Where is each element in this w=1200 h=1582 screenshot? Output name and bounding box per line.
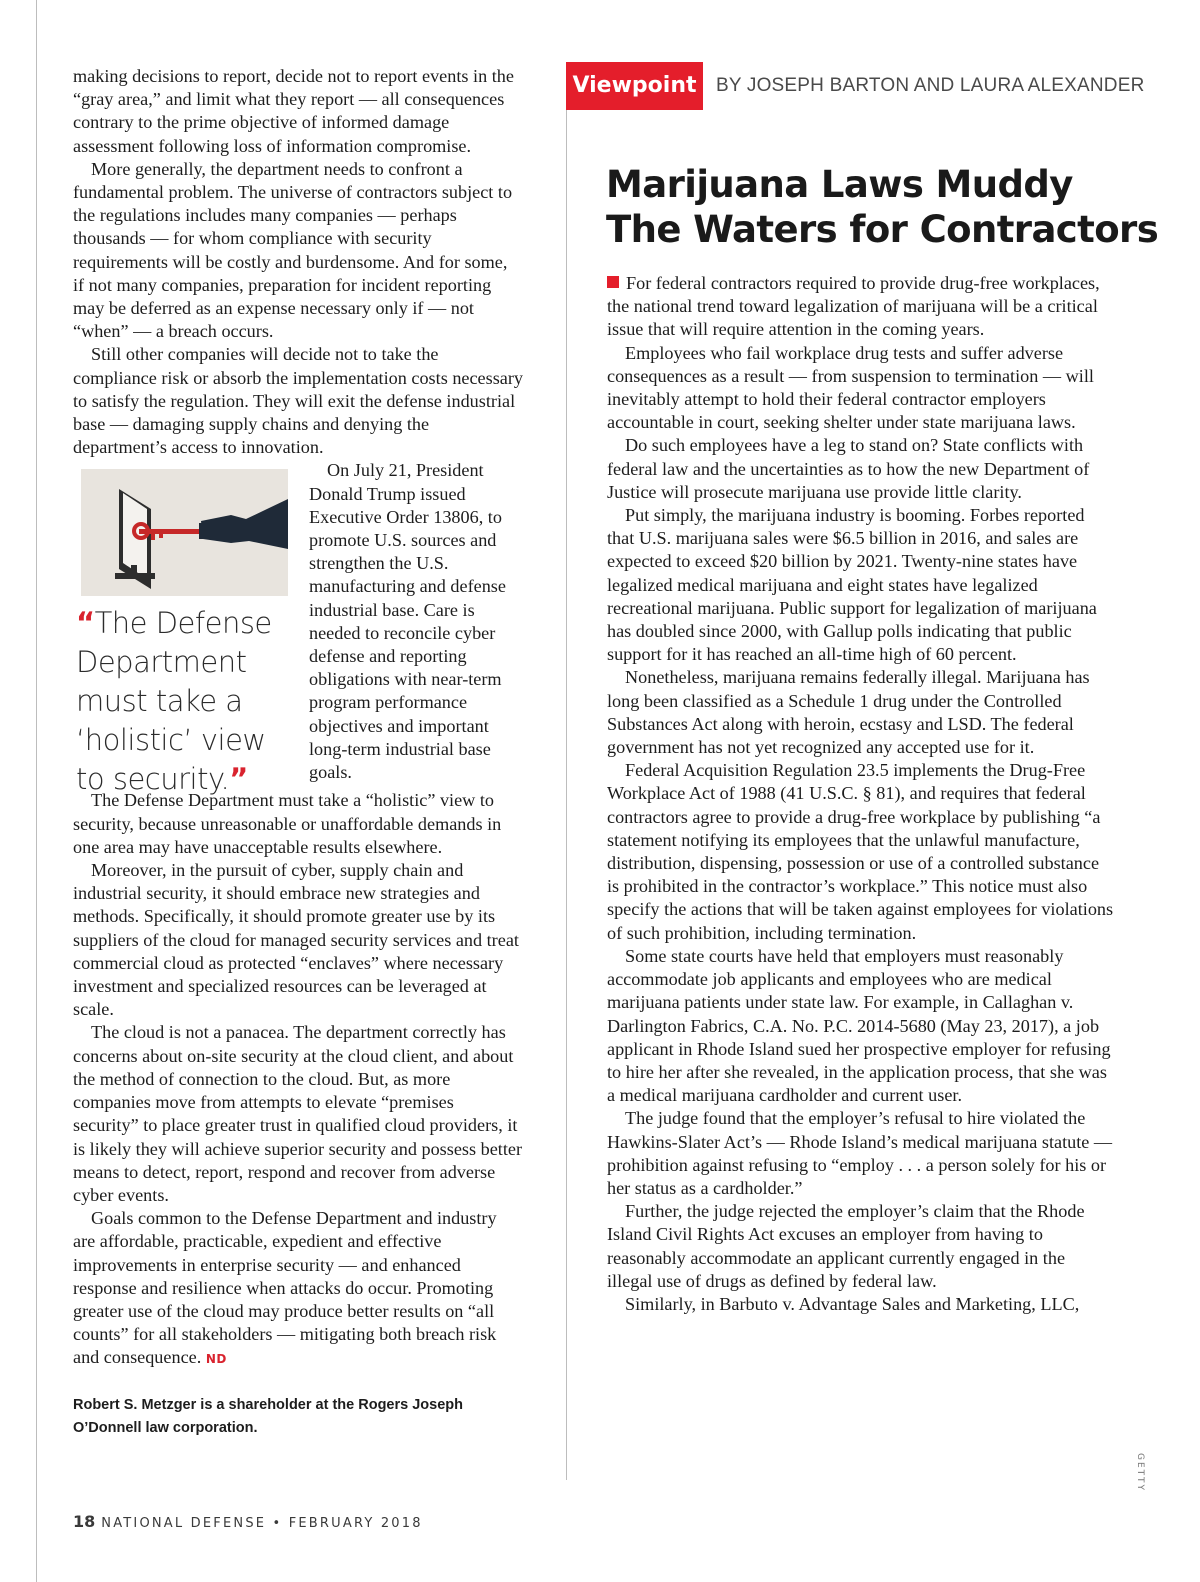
paragraph: making decisions to report, decide not to report events in the “gray area,” and limit what they report — all consequences contrary to the prime objective of informed damage assessment following loss of information compromise. xyxy=(73,66,514,156)
paragraph: Nonetheless, marijuana remains federally illegal. Marijuana has long been classified as a Schedule 1 drug under the Controlled Substances Act along with heroin, ecstasy and LSD. The federal government has not yet recognized any accepted use for it. xyxy=(607,667,1090,758)
page-edge-rule xyxy=(36,0,37,1582)
page-number: 18 xyxy=(73,1512,96,1531)
pull-quote-close-mark: ” xyxy=(229,762,248,797)
pull-quote-text: The Defense Department must take a ‘holistic’ view to security. xyxy=(76,606,272,797)
end-mark: ND xyxy=(205,1352,227,1367)
paragraph: The judge found that the employer’s refusal to hire violated the Hawkins-Slater Act’s — Rhode Island’s medical marijuana statute — prohibition against refusing to “employ . . . a person solely for his or her status as a cardholder.” xyxy=(607,1108,1113,1198)
monitor-key-icon xyxy=(81,469,288,596)
paragraph xyxy=(73,1207,523,1371)
photo-credit: GETTY xyxy=(1135,1453,1145,1492)
left-column xyxy=(73,65,523,1440)
paragraph: The Defense Department must take a “holistic” view to security, because unreasonable or unaffordable demands in one area may have unacceptable results elsewhere. xyxy=(73,790,502,857)
paragraph: Put simply, the marijuana industry is booming. Forbes reported that U.S. marijuana sales were $6.5 billion in 2016, and sales are expected to exceed $20 billion by 2021. Twenty-nine states have legalized medical marijuana and eight states have legalized recreational marijuana. Public support for legalization of marijuana has doubled since 2000, with Gallup polls indicating that public support for it has reached an all-time high of 60 percent. xyxy=(607,505,1097,665)
publication-line: NATIONAL DEFENSE • FEBRUARY 2018 xyxy=(101,1516,423,1531)
author-bio: Robert S. Metzger is a shareholder at the Rogers Joseph O’Donnell law corporation. xyxy=(73,1396,463,1436)
inset-block xyxy=(73,459,523,797)
lead-paragraph-text: For federal contractors required to provide drug-free workplaces, the national trend toward legalization of marijuana will be a critical issue that will require attention in the coming years. xyxy=(607,273,1100,340)
column-divider xyxy=(566,110,567,1480)
page-footer xyxy=(73,1512,423,1531)
right-column xyxy=(607,272,1115,1316)
paragraph: Federal Acquisition Regulation 23.5 implements the Drug-Free Workplace Act of 1988 (41 U.S.C. § 81), and requires that federal contractors agree to provide a drug-free workplace by publishing “a statement notifying its employees that the unlawful manufacture, distribution, dispensing, possession or use of a controlled substance is prohibited in the contractor’s workplace.” This notice must also specify the actions that will be taken against employees for violations of such prohibition, including termination. xyxy=(607,760,1114,943)
pull-quote-open-mark: “ xyxy=(76,606,95,641)
last-paragraph-text: Goals common to the Defense Department and industry are affordable, practicable, expedient and effective improvements in enterprise security — and enhanced response and resilience when attacks do occur. Promoting greater use of the cloud may produce better results on “all counts” for all stakeholders — mitigating both breach risk and consequence. xyxy=(73,1208,497,1368)
paragraph: Similarly, in Barbuto v. Advantage Sales and Marketing, LLC, xyxy=(625,1293,1080,1314)
paragraph: On July 21, President Donald Trump issued Executive Order 13806, to promote U.S. sources and strengthen the U.S. manufacturing and defense industrial base. Care is needed to reconcile cyber defense and reporting obligations with near-term program performance objectives and important long-term industrial base goals. xyxy=(309,460,506,783)
paragraph: Further, the judge rejected the employer’s claim that the Rhode Island Civil Rights Act excuses an employer from having to reasonably accommodate an applicant currently engaged in the illegal use of drugs as defined by federal law. xyxy=(607,1201,1085,1291)
article-headline xyxy=(606,162,1166,252)
red-square-bullet-icon xyxy=(607,276,619,288)
byline: BY JOSEPH BARTON AND LAURA ALEXANDER xyxy=(716,75,1145,96)
paragraph: Do such employees have a leg to stand on? State conflicts with federal law and the uncertainties as to how the new Department of Justice will prosecute marijuana use provide little clarity. xyxy=(607,435,1090,502)
paragraph: Still other companies will decide not to take the compliance risk or absorb the implementation costs necessary to satisfy the regulation. They will exit the defense industrial base — damaging supply chains and denying the department’s access to innovation. xyxy=(73,344,524,458)
inset-adjacent-text xyxy=(309,459,527,784)
paragraph: Moreover, in the pursuit of cyber, supply chain and industrial security, it should embrace new strategies and methods. Specifically, it should promote greater use by its suppliers of the cloud for managed security services and treat commercial cloud as protected “enclaves” where necessary investment and specialized resources can be leveraged at scale. xyxy=(73,860,519,1020)
pull-quote xyxy=(76,604,302,799)
headline-line-1: Marijuana Laws Muddy xyxy=(606,163,1073,206)
viewpoint-tag: Viewpoint xyxy=(566,62,703,110)
paragraph: Some state courts have held that employers must reasonably accommodate job applicants and employees who are medical marijuana patients under state law. For example, in Callaghan v. Darlington Fabrics, C.A. No. P.C. 2014-5680 (May 23, 2017), a job applicant in Rhode Island sued her prospective employer for refusing to hire her after she revealed, in the application process, that she was a medical marijuana cardholder and current user. xyxy=(607,945,1111,1106)
paragraph: Employees who fail workplace drug tests and suffer adverse consequences as a result — from suspension to termination — will inevitably attempt to hold their federal contractor employers accountable in court, seeking shelter under state marijuana laws. xyxy=(607,342,1094,433)
paragraph: More generally, the department needs to confront a fundamental problem. The universe of contractors subject to the regulations includes many companies — perhaps thousands — for whom compliance with security requirements will be costly and burdensome. And for some, if not many companies, preparation for incident reporting may be deferred as an expense necessary only if — not “when” — a breach occurs. xyxy=(73,158,513,342)
lead-paragraph xyxy=(607,272,1115,342)
hacker-key-illustration xyxy=(81,469,288,596)
headline-line-2: The Waters for Contractors xyxy=(606,208,1159,251)
paragraph: The cloud is not a panacea. The department correctly has concerns about on-site security at the cloud client, and about the method of connection to the cloud. But, as more companies move from attempts to elevate “premises security” to place greater trust in qualified cloud providers, it is likely they will achieve superior security and possess better means to detect, report, respond and recover from adverse cyber events. xyxy=(73,1022,523,1205)
